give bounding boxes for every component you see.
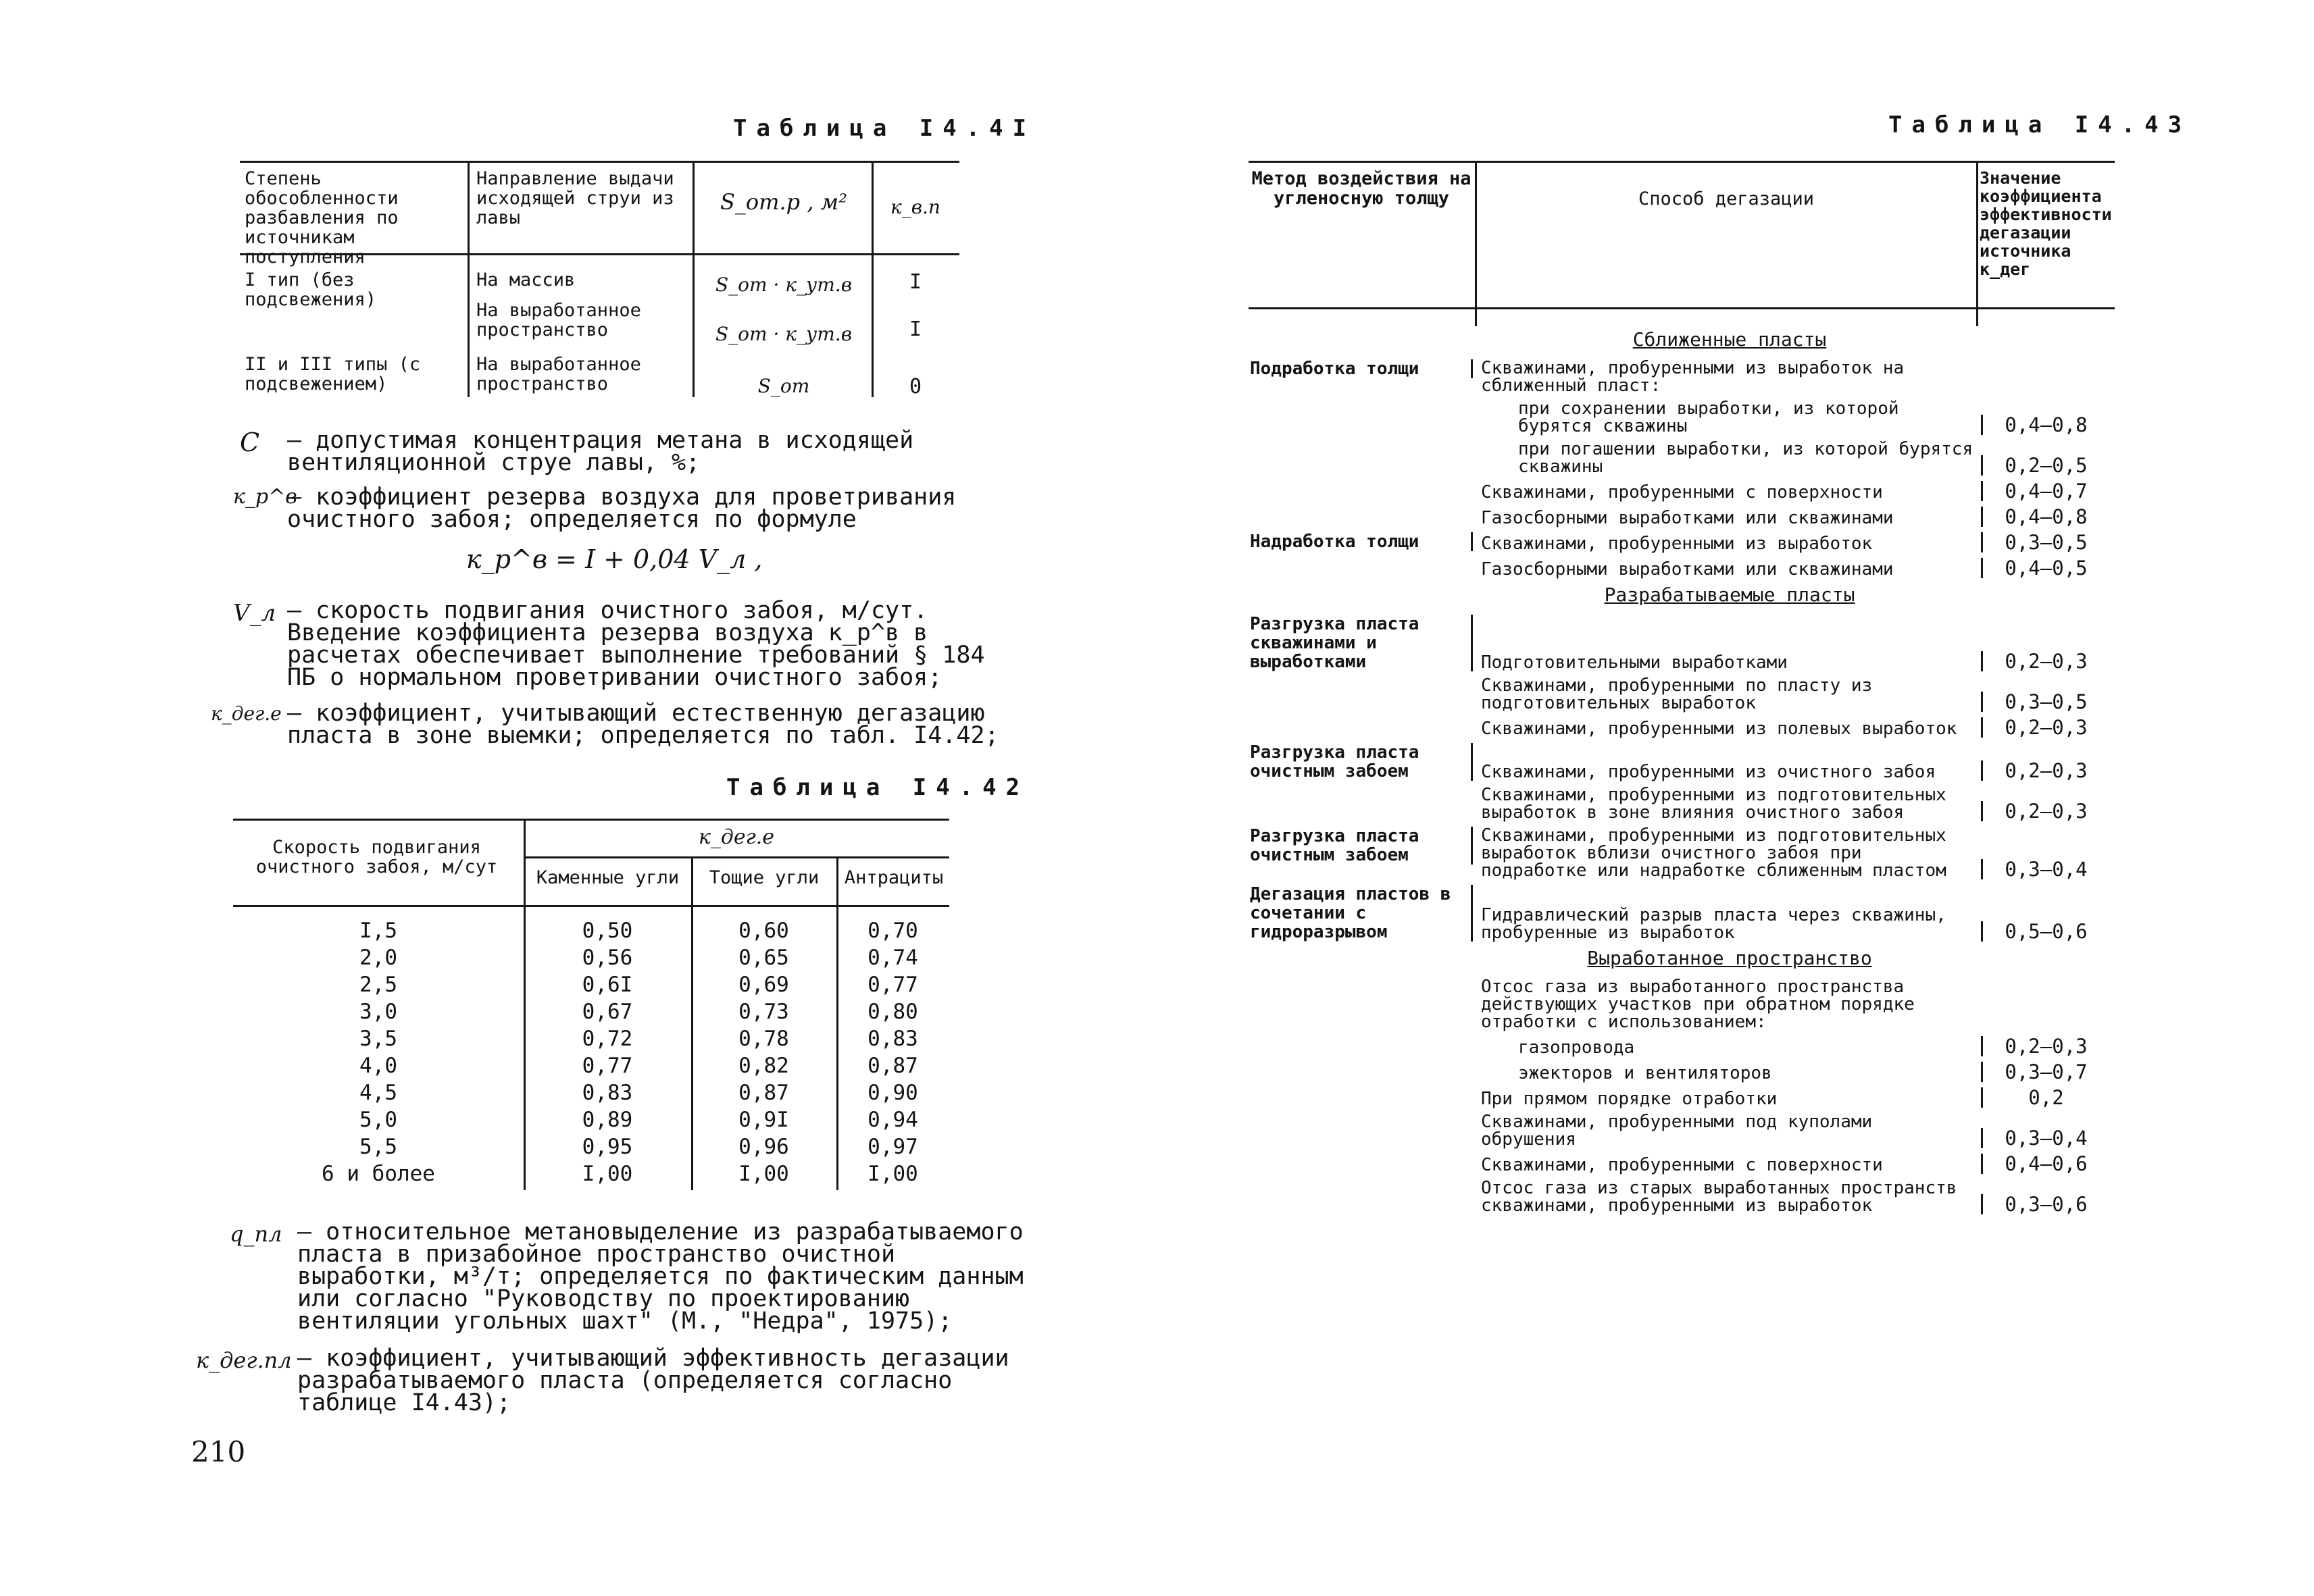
t43-value: 0,2–0,3: [1981, 1036, 2109, 1056]
t43-row: [1250, 717, 2115, 738]
def-qpl-text: – относительное метановыделение из разрабатываемого пласта в призабойное пространство очистной выработки, м³/т; определяется по фактическим данным или согласно "Руководству по проектированию вентиляции угольных шахт" (М., "Недра", 1975);: [297, 1218, 1024, 1335]
t41-row1-formula: S_от · к_ут.в: [715, 274, 852, 296]
t42-cell: 2,5: [359, 973, 397, 997]
t43-value: 0,2–0,3: [1981, 717, 2109, 738]
t43-body: [1250, 323, 2115, 1220]
t43-way: Подготовительными выработками: [1481, 652, 1788, 673]
t41-row1-degree: I тип (без подсвежения): [245, 269, 377, 310]
t42-cell: 3,5: [359, 1027, 397, 1051]
t42-cell: I,00: [582, 1162, 633, 1186]
table-14-41-title: Таблица I4.4I: [733, 115, 1036, 142]
t43-way: Скважинами, пробуренными по пласту из подготовительных выработок: [1481, 675, 1873, 713]
t42-cell: 0,73: [738, 1000, 789, 1024]
t43-value: 0,3–0,7: [1981, 1062, 2109, 1082]
t43-way: Скважинами, пробуренными из очистного забоя: [1481, 762, 1936, 782]
def-vl-symbol: V_л: [233, 600, 276, 627]
t42-cell: 0,80: [867, 1000, 918, 1024]
t41-row2-formula: S_от · к_ут.в: [715, 323, 852, 345]
t42-header-col1: Каменные угли: [536, 867, 680, 888]
t42-cell: 4,0: [359, 1054, 397, 1078]
t43-value: 0,4–0,7: [1981, 481, 2109, 501]
t43-row: [1250, 507, 2115, 527]
t43-row: [1250, 1113, 2115, 1148]
t42-cell: 0,89: [582, 1108, 633, 1132]
t41-header-k: к_в.п: [890, 196, 940, 218]
t42-row: [233, 1160, 949, 1187]
t43-way: при погашении выработки, из которой бурятся скважины: [1518, 439, 1973, 477]
t42-cell: 0,9I: [738, 1108, 789, 1132]
t43-row: [1250, 400, 2115, 435]
t43-row: [1250, 481, 2115, 501]
t42-cell: 0,96: [738, 1135, 789, 1159]
t43-way: Отсос газа из выработанного пространства действующих участков при обратном порядке отработки с использованием:: [1481, 977, 1915, 1032]
t43-value: 0,4–0,8: [1981, 507, 2109, 527]
t42-cell: 2,0: [359, 946, 397, 970]
t43-way: Гидравлический разрыв пласта через скважины, пробуренные из выработок: [1481, 905, 1946, 943]
formula-kr: к_р^в = I + 0,04 V_л ,: [466, 544, 763, 574]
t43-way: Скважинами, пробуренными с поверхности: [1481, 482, 1883, 503]
t41-row3-direction: На выработанное пространство: [476, 354, 641, 394]
t43-value: 0,2–0,3: [1981, 761, 2109, 781]
t42-body: [233, 917, 949, 1187]
t43-row: [1250, 743, 2115, 781]
t42-cell: 0,50: [582, 919, 633, 943]
t43-method: Разгрузка пласта скважинами и выработками: [1250, 615, 1473, 671]
t42-row: [233, 998, 949, 1025]
t43-method: Подработка толщи: [1250, 359, 1473, 378]
t43-value: 0,5–0,6: [1981, 921, 2109, 942]
t42-header-group: к_дег.е: [698, 825, 775, 849]
t41-row2-k: I: [909, 317, 922, 341]
t43-row: [1250, 677, 2115, 712]
t42-cell: 0,60: [738, 919, 789, 943]
t42-header-speed: Скорость подвигания очистного забоя, м/сут: [255, 837, 498, 877]
t42-row: [233, 917, 949, 944]
t43-way: Отсос газа из старых выработанных пространств скважинами, пробуренными из выработок: [1481, 1178, 1957, 1216]
t43-way: Скважинами, пробуренными с поверхности: [1481, 1155, 1883, 1175]
t43-row: [1250, 1062, 2115, 1082]
t41-row3-degree: II и III типы (с подсвежением): [245, 354, 421, 394]
t42-cell: 0,72: [582, 1027, 633, 1051]
t43-method: Надработка толщи: [1250, 532, 1473, 551]
t43-section-title: Разрабатываемые пласты: [1604, 584, 1855, 606]
t42-cell: 0,67: [582, 1000, 633, 1024]
t42-cell: 0,90: [867, 1081, 918, 1105]
t43-row: [1250, 532, 2115, 552]
t43-value: 0,2: [1981, 1087, 2109, 1108]
t42-cell: 0,83: [867, 1027, 918, 1051]
t41-row3-k: 0: [909, 375, 922, 398]
t42-row: [233, 1106, 949, 1133]
t43-row: [1250, 786, 2115, 821]
t42-rows: [233, 917, 949, 1187]
t43-section-title: Выработанное пространство: [1587, 947, 1872, 969]
page-number: 210: [191, 1435, 246, 1468]
t43-row: [1250, 978, 2115, 1031]
t43-value: 0,3–0,5: [1981, 532, 2109, 552]
t42-row: [233, 944, 949, 971]
t43-row: [1250, 1154, 2115, 1174]
t43-way: Скважинами, пробуренными из полевых выработок: [1481, 719, 1957, 739]
t43-row: [1250, 1087, 2115, 1108]
t42-cell: 5,0: [359, 1108, 397, 1132]
def-kr-text: – коэффициент резерва воздуха для проветривания очистного забоя; определяется по формуле: [287, 484, 957, 533]
t43-value: 0,2–0,3: [1981, 651, 2109, 671]
t42-cell: I,00: [867, 1162, 918, 1186]
t43-method: Разгрузка пласта очистным забоем: [1250, 743, 1473, 781]
t42-cell: 0,97: [867, 1135, 918, 1159]
t42-cell: 0,69: [738, 973, 789, 997]
t43-row: [1250, 827, 2115, 879]
t42-cell: 0,94: [867, 1108, 918, 1132]
t43-header-value: Значение коэффициента эффективности дегазации источника к_дег: [1980, 168, 2112, 279]
table-14-42-title: Таблица I4.42: [726, 774, 1030, 801]
t41-row3-formula: S_от: [757, 375, 810, 397]
t42-cell: 0,82: [738, 1054, 789, 1078]
t42-cell: 0,6I: [582, 973, 633, 997]
t43-value: 0,4–0,8: [1981, 415, 2109, 435]
t43-header-method: Метод воздействия на угленосную толщу: [1251, 168, 1472, 209]
def-kr-symbol: к_р^в: [233, 485, 297, 509]
t43-way: эжекторов и вентиляторов: [1518, 1063, 1772, 1083]
t43-value: 0,2–0,5: [1981, 455, 2109, 475]
t43-way: при сохранении выработки, из которой бурятся скважины: [1518, 398, 1899, 436]
t43-value: 0,3–0,5: [1981, 692, 2109, 712]
t42-cell: 0,78: [738, 1027, 789, 1051]
t41-row1-k: I: [909, 270, 922, 294]
t43-way: При прямом порядке отработки: [1481, 1089, 1778, 1109]
t43-row: [1250, 1179, 2115, 1214]
t43-way: Газосборными выработками или скважинами: [1481, 508, 1894, 528]
def-kdegpl-symbol: к_дег.пл: [196, 1347, 292, 1373]
def-vl-text: – скорость подвигания очистного забоя, м/сут. Введение коэффициента резерва воздуха к_р^в в расчетах обеспечивает выполнение требований § 184 ПБ о нормальном проветривании очистного забоя;: [287, 597, 985, 691]
t42-row: [233, 1025, 949, 1052]
t42-cell: 0,56: [582, 946, 633, 970]
t42-cell: 0,70: [867, 919, 918, 943]
t42-cell: I,5: [359, 919, 397, 943]
t42-cell: 0,87: [867, 1054, 918, 1078]
t42-header-col2: Тощие угли: [709, 867, 820, 888]
t43-row: [1250, 885, 2115, 942]
def-kdegpl-text: – коэффициент, учитывающий эффективность дегазации разрабатываемого пласта (определяется согласно таблице I4.43);: [297, 1345, 1009, 1416]
t42-cell: 6 и более: [322, 1162, 435, 1186]
t43-way: Скважинами, пробуренными из выработок на сближенный пласт:: [1481, 358, 1905, 396]
t42-cell: 3,0: [359, 1000, 397, 1024]
def-kdeg-symbol: к_дег.е: [211, 702, 282, 725]
t43-method: Разгрузка пласта очистным забоем: [1250, 827, 1473, 865]
t43-header-way: Способ дегазации: [1638, 188, 1815, 209]
def-qpl-symbol: q_пл: [230, 1221, 282, 1247]
t43-method: Дегазация пластов в сочетании с гидроразрывом: [1250, 885, 1473, 942]
t43-section-title: Сближенные пласты: [1632, 328, 1827, 351]
t43-way: Скважинами, пробуренными из подготовительных выработок в зоне влияния очистного забоя: [1481, 785, 1946, 823]
t41-row1-direction: На массив: [476, 269, 576, 290]
t42-row: [233, 1133, 949, 1160]
t43-way: газопровода: [1518, 1037, 1635, 1058]
t43-way: Скважинами, пробуренными под куполами обрушения: [1481, 1112, 1873, 1150]
t43-value: 0,4–0,5: [1981, 558, 2109, 578]
t42-cell: I,00: [738, 1162, 789, 1186]
def-c-text: – допустимая концентрация метана в исходящей вентиляционной струе лавы, %;: [287, 427, 914, 476]
t41-row2-direction: На выработанное пространство: [476, 300, 641, 340]
t42-row: [233, 971, 949, 998]
t42-cell: 0,83: [582, 1081, 633, 1105]
t42-row: [233, 1079, 949, 1106]
t42-cell: 0,95: [582, 1135, 633, 1159]
t43-row: [1250, 440, 2115, 475]
t42-cell: 4,5: [359, 1081, 397, 1105]
t42-cell: 0,87: [738, 1081, 789, 1105]
t42-header-col3: Антрациты: [844, 867, 944, 888]
t43-value: 0,3–0,6: [1981, 1194, 2109, 1214]
def-kdeg-text: – коэффициент, учитывающий естественную дегазацию пласта в зоне выемки; определяется по табл. I4.42;: [287, 700, 999, 749]
t43-value: 0,2–0,3: [1981, 801, 2109, 821]
t42-cell: 0,74: [867, 946, 918, 970]
t41-header-formula: S_от.р , м²: [720, 189, 848, 215]
t43-value: 0,3–0,4: [1981, 859, 2109, 879]
t42-cell: 0,77: [867, 973, 918, 997]
t42-cell: 0,77: [582, 1054, 633, 1078]
t43-way: Скважинами, пробуренными из выработок: [1481, 534, 1873, 554]
t42-cell: 0,65: [738, 946, 789, 970]
t42-row: [233, 1052, 949, 1079]
t43-row: [1250, 1036, 2115, 1056]
t43-way: Газосборными выработками или скважинами: [1481, 559, 1894, 580]
table-14-43-title: Таблица I4.43: [1888, 111, 2192, 138]
t43-value: 0,3–0,4: [1981, 1128, 2109, 1148]
t43-way: Скважинами, пробуренными из подготовительных выработок вблизи очистного забоя при подработке или надработке сближенным пластом: [1481, 825, 1946, 881]
t41-header-direction: Направление выдачи исходящей струи из лавы: [476, 168, 674, 228]
t43-row: [1250, 615, 2115, 671]
t43-row: [1250, 359, 2115, 394]
def-c-symbol: C: [240, 428, 260, 457]
t43-row: [1250, 558, 2115, 578]
t43-value: 0,4–0,6: [1981, 1154, 2109, 1174]
t42-cell: 5,5: [359, 1135, 397, 1159]
t41-header-degree: Степень обособленности разбавления по источникам поступления: [245, 168, 399, 267]
